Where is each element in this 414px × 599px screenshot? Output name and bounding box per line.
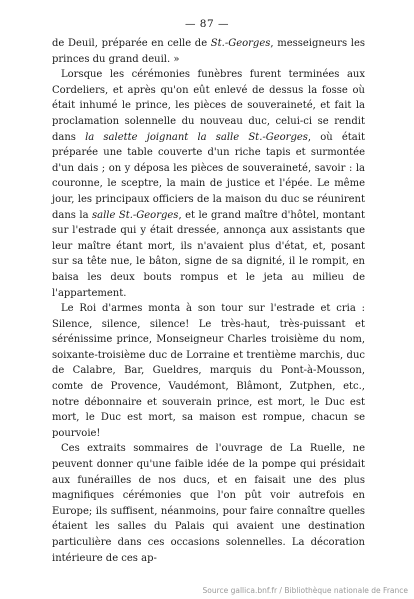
italic-text: salle St.-Georges (92, 209, 179, 221)
text-run: , messeigneurs les princes du grand deuil. » (52, 38, 365, 65)
text-run: Ces extraits sommaires de l'ouvrage de La Ruelle, ne peuvent donner qu'une faible idée de la pompe qui présidait aux funérailles de nos ducs, et en faisait une des plus magnifiques cérémonies que l'on pût voir autrefois en Europe; ils suffisent, néanmoins, pour faire connaître quelles étaient les salles du Palais qui avaient une destination particulière dans ces occasions solennelles. La décoration intérieure de ces ap- (52, 443, 365, 564)
text-run: Le Roi d'armes monta à son tour sur l'estrade et cria : Silence, silence, silence! Le très-haut, très-puissant et sérénissime prince, Monseigneur Charles troisième du nom, soixante-troisième duc de Lorraine et trentième marchis, duc de Calabre, Bar, Gueldres, marquis du Pont-à-Mousson, comte de Provence, Vaudémont, Blâmont, Zutphen, etc., notre débonnaire et souverain prince, est mort, le Duc est mort, le Duc est mort, sa maison est rompue, chacun se pourvoie! (52, 303, 365, 439)
body-text (52, 36, 365, 566)
page-number: — 87 — (184, 18, 230, 30)
source-attribution: Source gallica.bnf.fr / Bibliothèque nationale de France (202, 586, 408, 595)
paragraph (52, 36, 365, 67)
text-run: de Deuil, préparée en celle de (52, 38, 211, 49)
italic-text: St.-Georges (210, 38, 271, 49)
text-run: Lorsque les cérémonies funèbres furent terminées aux Cordeliers, et après qu'on eût enlevé de dessus la fosse où était inhumé le prince, les pièces de souveraineté, et fait la proclamation solennelle du nouveau duc, celui-ci se rendit dans (52, 69, 365, 143)
text-run: , où était préparée une table couverte d'un riche tapis et surmontée d'un dais ; on y déposa les pièces de souveraineté, savoir : la couronne, le sceptre, la main de justice et l'épée. Le même jour, les principaux officiers de la maison du duc se réunirent dans la (52, 131, 365, 221)
paragraph (52, 67, 365, 301)
text-run: , et le grand maître d'hôtel, montant sur l'estrade qui y était dressée, annonça aux assistants que leur maître étant mort, ils n'avaient plus d'état, et, posant sur sa tête nue, le bâton, signe de sa dignité, il le rompit, en baisa les deux bouts rompus et le jeta au milieu de l'appartement. (52, 209, 366, 299)
italic-text: la salette joignant la salle St.-Georges (85, 131, 308, 143)
paragraph (52, 301, 365, 441)
paragraph (52, 441, 365, 566)
